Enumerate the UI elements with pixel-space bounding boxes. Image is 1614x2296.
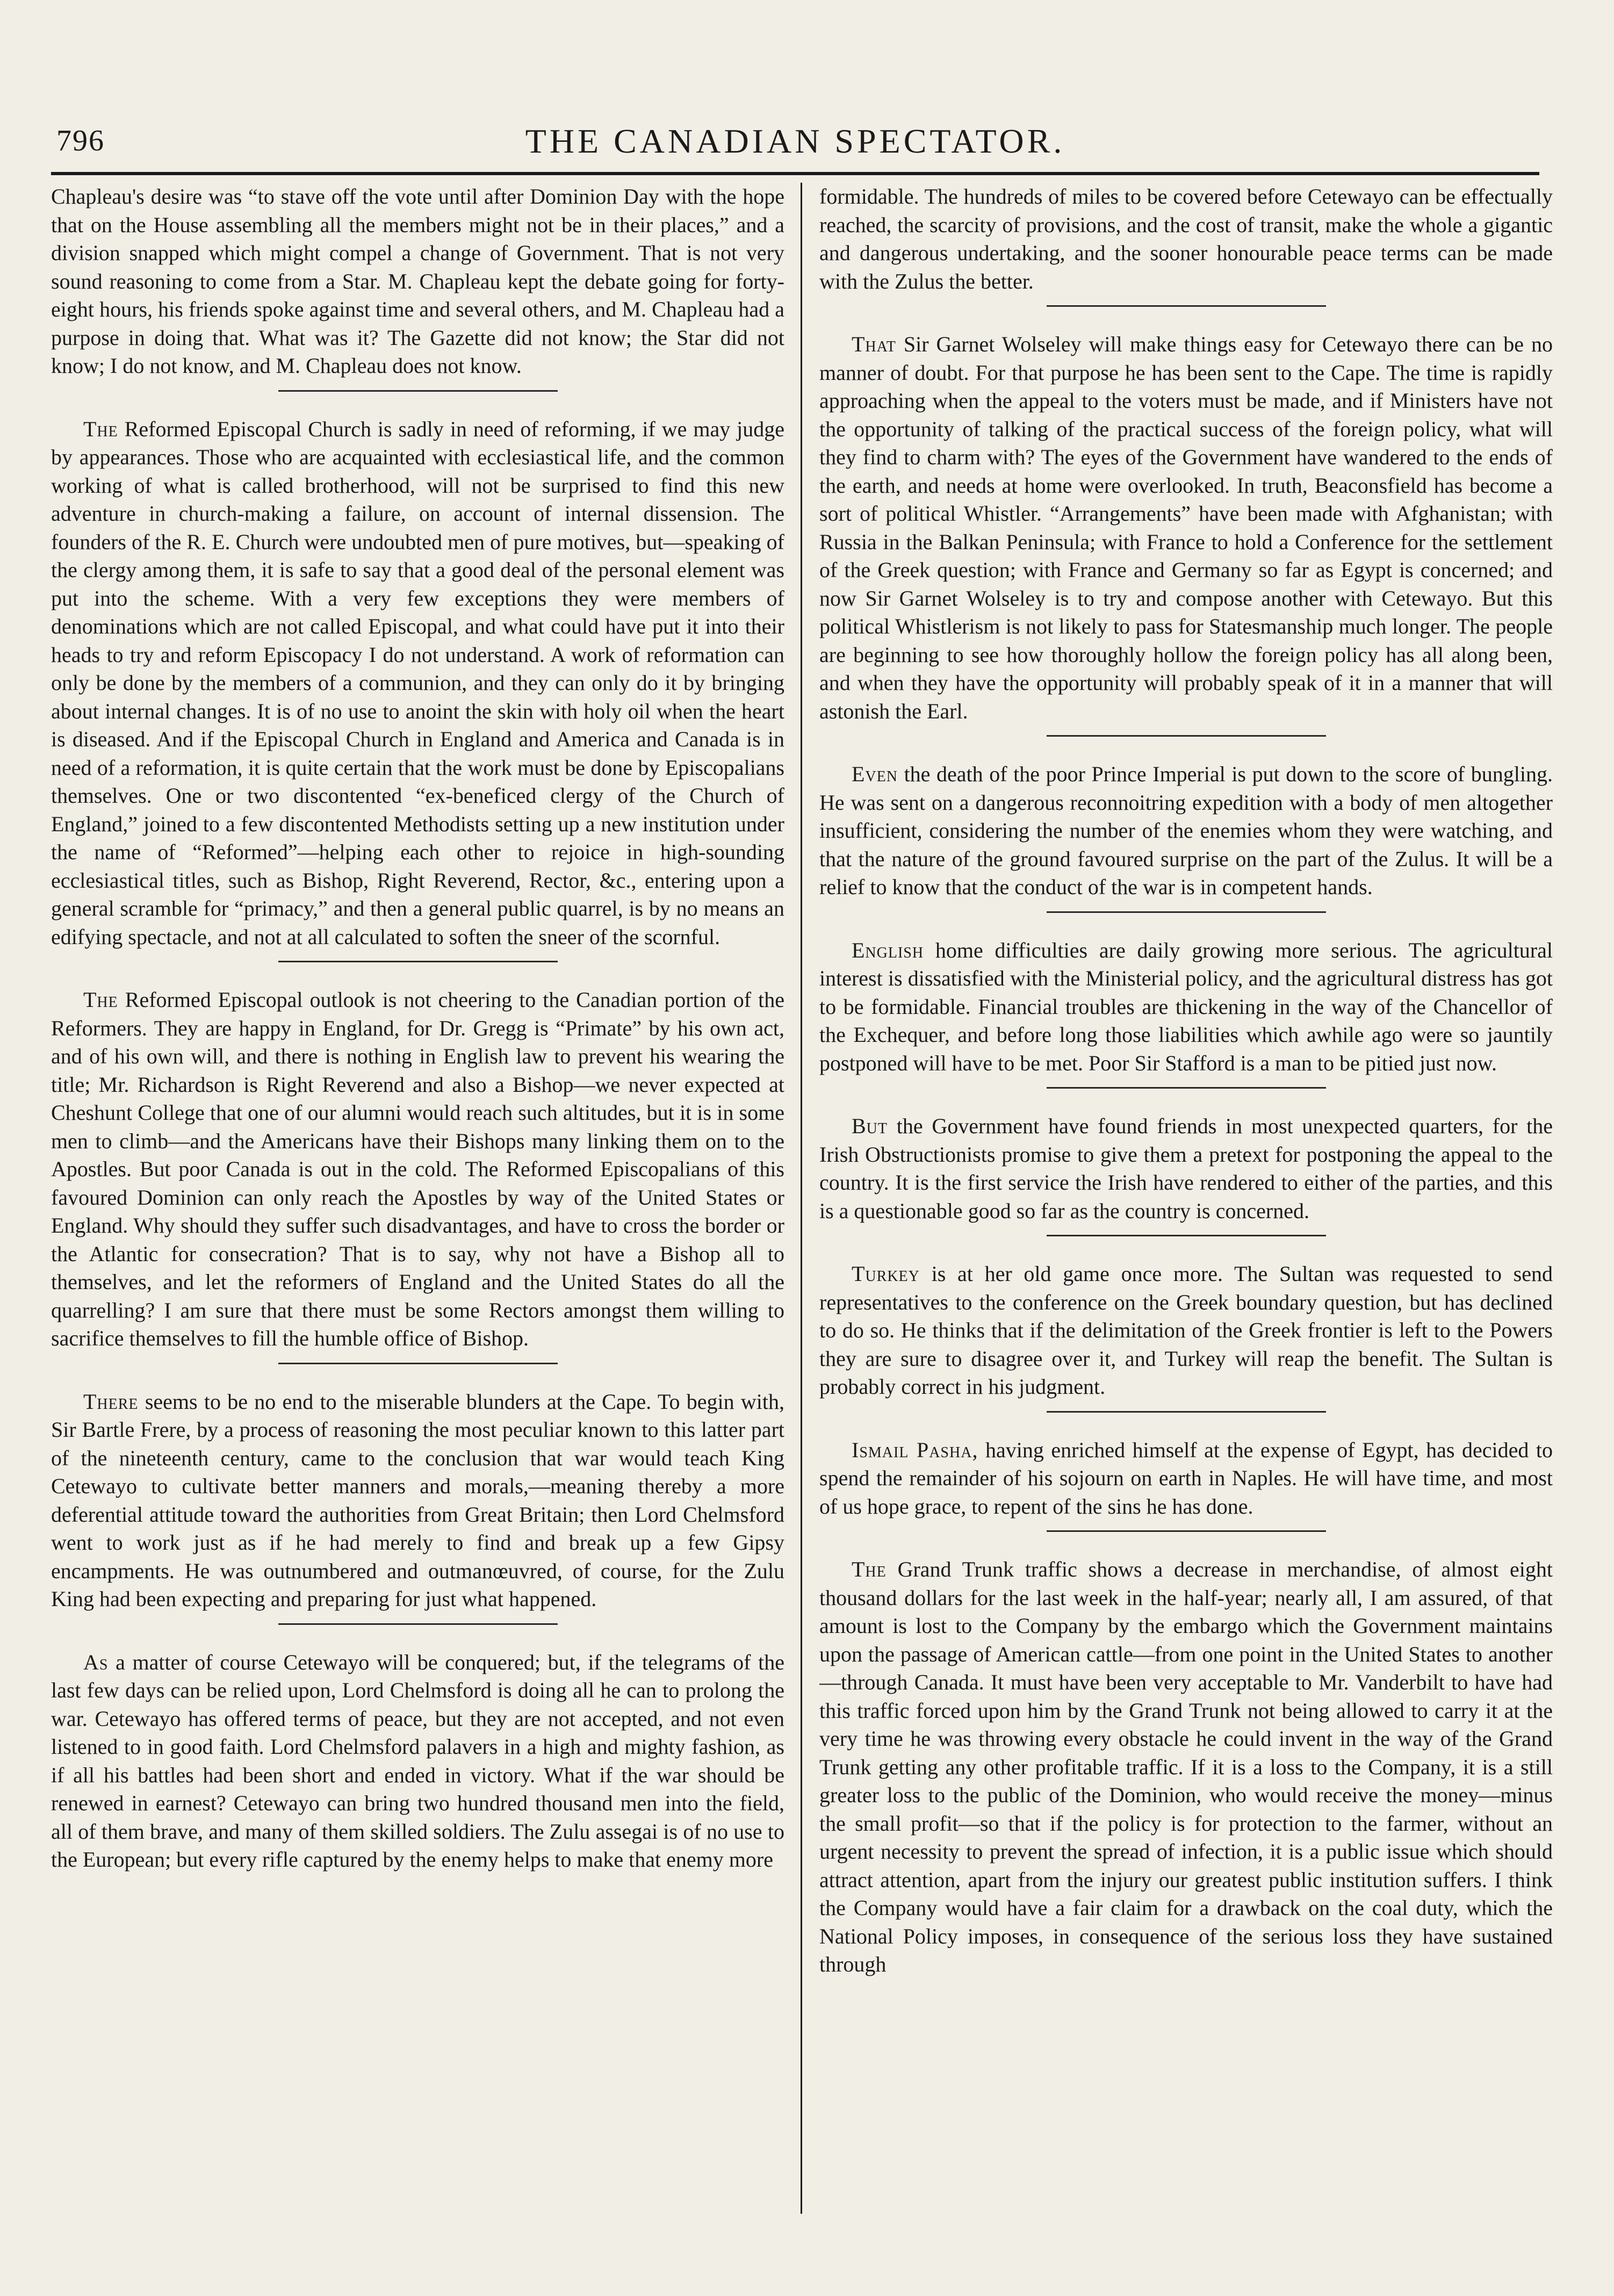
lead-word: Even (852, 762, 898, 786)
paragraph: Even the death of the poor Prince Imperial is put down to the score of bungling. He was sent on a dangerous reconnoitring expedition with a body of men altogether insufficient, considering the number of the enemies whom they were watching, and that the nature of the ground favoured surprise on the part of the Zulus. It will be a relief to know that the conduct of the war is in competent hands. (819, 762, 1553, 899)
paragraph: Ismail Pasha, having enriched himself at the expense of Egypt, has decided to spend the remainder of his sojourn on earth in Naples. He will have time, and most of us hope grace, to repent of the sins he has done. (819, 1437, 1553, 1518)
section-separator (1047, 1530, 1326, 1532)
page-number: 796 (56, 124, 105, 157)
section-separator (278, 1623, 558, 1625)
section-separator (1047, 1087, 1326, 1089)
section-separator (278, 390, 558, 392)
paragraph: That Sir Garnet Wolseley will make things easy for Cetewayo there can be no manner of doubt. For that purpose he has been sent to the Cape. The time is rapidly approaching when the appeal to the voters must be made, and if Ministers have not the opportunity of talking of the practical success of the foreign policy, what will they find to charm with? The eyes of the Government have wandered to the ends of the earth, and needs at home were overlooked. In truth, Beaconsfield has become a sort of political Whistler. “Arrangements” have been made with Afghanistan; with Russia in the Balkan Peninsula; with France to hold a Conference for the settlement of the Greek question; with France and Germany so far as Egypt is concerned; and now Sir Garnet Wolseley is to try and compose another with Cetewayo. But this political Whistlerism is not likely to pass for Statesmanship much longer. The people are beginning to see how thoroughly hollow the foreign policy has all along been, and when they have the opportunity will probably speak of it in a manner that will astonish the Earl. (819, 332, 1553, 723)
lead-word: The (83, 416, 118, 441)
left-column (51, 183, 784, 2225)
lead-word: English (852, 938, 924, 962)
lead-word: That (852, 332, 896, 356)
running-title: THE CANADIAN SPECTATOR. (525, 122, 1065, 160)
paragraph: Turkey is at her old game once more. The Sultan was requested to send representatives to the conference on the Greek boundary question, but has declined to do so. He thinks that if the delimitation of the Greek frontier is left to the Powers they are sure to disagree over it, and Turkey will reap the benefit. The Sultan is probably correct in his judgment. (819, 1262, 1553, 1399)
section-separator (1047, 911, 1326, 913)
section-separator (1047, 735, 1326, 737)
section-separator (1047, 1235, 1326, 1236)
paragraph: formidable. The hundreds of miles to be covered before Cetewayo can be effectually reached, the scarcity of provisions, and the cost of transit, make the whole a gigantic and dangerous undertaking, and the sooner honourable peace terms can be made with the Zulus the better. (819, 184, 1553, 293)
paragraph: But the Government have found friends in most unexpected quarters, for the Irish Obstructionists promise to give them a pretext for postponing the appeal to the country. It is the first service the Irish have rendered to either of the parties, and this is a questionable good so far as the country is concerned. (819, 1114, 1553, 1223)
newspaper-page (51, 102, 1553, 2241)
lead-word: Ismail Pasha, (852, 1437, 978, 1462)
paragraph: There seems to be no end to the miserable blunders at the Cape. To begin with, Sir Bartle Frere, by a process of reasoning the most peculiar known to this latter part of the nineteenth century, came to the conclusion that war would teach King Cetewayo to cultivate better manners and morals,—meaning thereby a more deferential attitude toward the authorities from Great Britain; then Lord Chelmsford went to work just as if he had merely to find and break up a few Gipsy encampments. He was outnumbered and outmanœuvred, of course, for the Zulu King had been expecting and preparing for just what happened. (51, 1389, 784, 1611)
paragraph: English home difficulties are daily growing more serious. The agricultural interest is dissatisfied with the Ministerial policy, and the agricultural distress has got to be formidable. Financial troubles are thickening in the way of the Chancellor of the Exchequer, and before long those liabilities which awhile ago were so jauntily postponed will have to be met. Poor Sir Stafford is a man to be pitied just now. (819, 938, 1553, 1075)
header-rule (51, 172, 1539, 175)
paragraph: As a matter of course Cetewayo will be conquered; but, if the telegrams of the last few days can be relied upon, Lord Chelmsford is doing all he can to prolong the war. Cetewayo has offered terms of peace, but they are not accepted, and not even listened to in good faith. Lord Chelmsford palavers in a high and mighty fashion, as if all his battles had been short and ended in victory. What if the war should be renewed in earnest? Cetewayo can bring two hundred thousand men into the field, all of them brave, and many of them skilled soldiers. The Zulu assegai is of no use to the European; but every rifle captured by the enemy helps to make that enemy more (51, 1650, 784, 1872)
paragraph: The Reformed Episcopal Church is sadly in need of reforming, if we may judge by appearances. Those who are acquainted with ecclesiastical life, and the common working of what is called brotherhood, will not be surprised to find this new adventure in church-making a failure, on account of internal dissension. The founders of the R. E. Church were undoubted men of pure motives, but—speaking of the clergy among them, it is safe to say that a good deal of the personal element was put into the scheme. With a very few exceptions they were members of denominations which are not called Episcopal, and what could have put it into their heads to try and reform Episcopacy I do not understand. A work of reformation can only be done by the members of a communion, and they can only do it by bringing about internal changes. It is of no use to anoint the skin with holy oil when the heart is diseased. And if the Episcopal Church in England and America and Canada is in need of a reformation, it is quite certain that the work must be done by Episcopalians themselves. One or two discontented “ex-beneficed clergy of the Church of England,” joined to a few discontented Methodists setting up a new institution under the name of “Reformed”—helping each other to rejoice in high-sounding ecclesiastical titles, such as Bishop, Right Reverend, Rector, &c., entering upon a general scramble for “primacy,” and then a general public quarrel, is by no means an edifying spectacle, and not at all calculated to soften the sneer of the scornful. (51, 416, 784, 949)
lead-word: There (83, 1389, 139, 1414)
right-column (819, 183, 1553, 2225)
section-separator (278, 1363, 558, 1364)
lead-word: Turkey (852, 1262, 920, 1286)
column-divider (801, 183, 802, 2214)
page-header (51, 118, 1539, 172)
paragraph: Chapleau's desire was “to stave off the vote until after Dominion Day with the hope that on the House assembling all the members might not be in their places,” and a division snapped which might compel a change of Government. That is not very sound reasoning to come from a Star. M. Chapleau kept the debate going for forty-eight hours, his friends spoke against time and several others, and M. Chapleau had a purpose in doing that. What was it? The Gazette did not know; the Star did not know; I do not know, and M. Chapleau does not know. (51, 184, 784, 378)
paragraph: The Grand Trunk traffic shows a decrease in merchandise, of almost eight thousand dollars for the last week in the half-year; nearly all, I am assured, of that amount is lost to the Company by the embargo which the Government maintains upon the passage of American cattle—from one point in the United States to another—through Canada. It must have been very acceptable to Mr. Vanderbilt to have had this traffic forced upon him by the Grand Trunk not being allowed to carry it at the very time he was throwing every obstacle he could invent in the way of the Grand Trunk getting any other profitable traffic. If it is a loss to the Company, it is a still greater loss to the public of the Dominion, who would receive the money—minus the small profit—so that if the policy is for protection to the farmer, without an urgent necessity to prevent the spread of infection, it is a public issue which should attract attention, apart from the injury our greatest public institution suffers. I think the Company would have a fair claim for a drawback on the coal duty, which the National Policy imposes, in consequence of the serious loss they have sustained through (819, 1557, 1553, 1976)
section-separator (278, 961, 558, 962)
section-separator (1047, 1411, 1326, 1413)
section-separator (1047, 305, 1326, 307)
lead-word: As (83, 1650, 109, 1674)
paragraph: The Reformed Episcopal outlook is not cheering to the Canadian portion of the Reformers. They are happy in England, for Dr. Gregg is “Primate” by his own act, and of his own will, and there is nothing in English law to prevent his wearing the title; Mr. Richardson is Right Reverend and also a Bishop—we never expected at Cheshunt College that one of our alumni would reach such altitudes, but it is in some men to climb—and the Americans have their Bishops many linking them on to the Apostles. But poor Canada is out in the cold. The Reformed Episcopalians of this favoured Dominion can only reach the Apostles by way of the United States or England. Why should they suffer such disadvantages, and have to cross the border or the Atlantic for consecration? That is to say, why not have a Bishop all to themselves, and let the reformers of England and the United States do all the quarrelling? I am sure that there must be some Rectors amongst them willing to sacrifice themselves to fill the humble office of Bishop. (51, 988, 784, 1350)
lead-word: The (852, 1557, 887, 1581)
lead-word: But (852, 1114, 888, 1138)
lead-word: The (83, 988, 118, 1012)
